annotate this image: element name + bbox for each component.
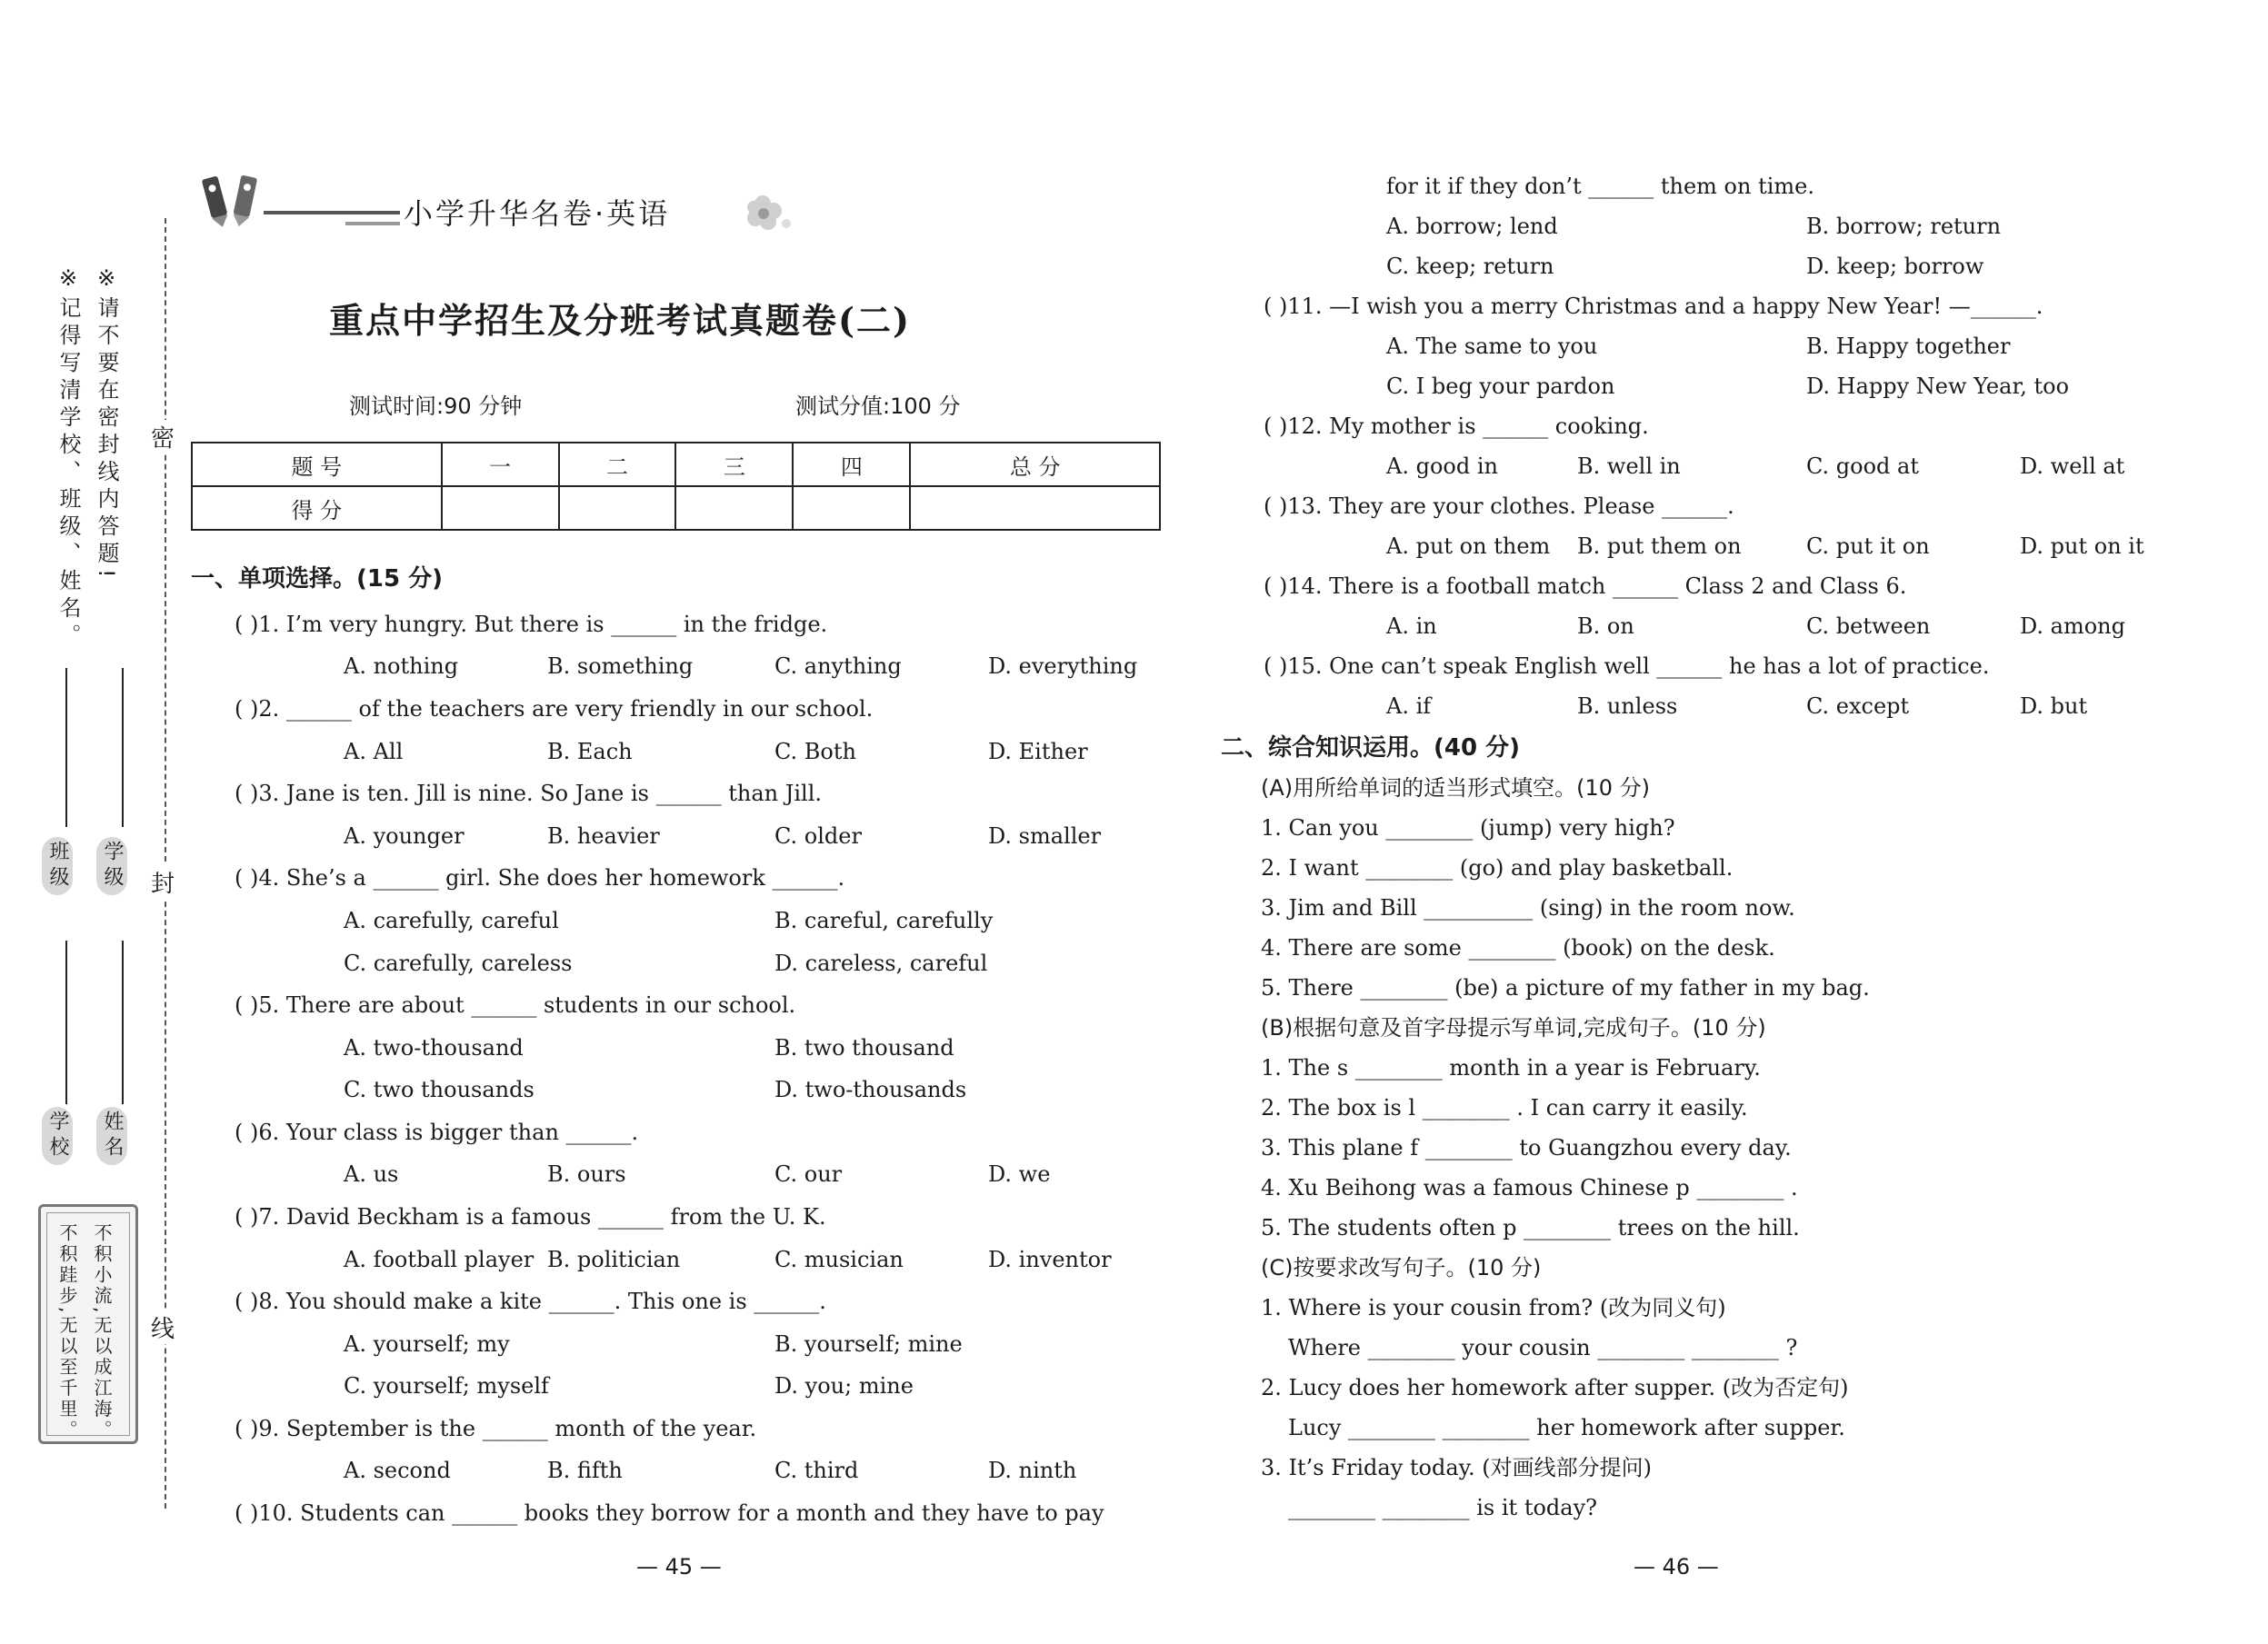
q10-opt-d: D. keep; borrow: [1806, 254, 1984, 279]
margin-notice-2: ※记得写清学校、班级、姓名。: [55, 265, 81, 651]
q4-opt-d: D. careless, careful: [774, 951, 988, 976]
q7-opt-d: D. inventor: [988, 1247, 1112, 1272]
score-th-2: 二: [559, 443, 676, 486]
partA-item-1: 1. Can you ________ (jump) very high?: [1261, 815, 1675, 841]
q4-opt-c: C. carefully, careless: [344, 951, 573, 976]
q11-opt-a: A. The same to you: [1386, 334, 1598, 359]
partC-item-1: 1. Where is your cousin from? (改为同义句): [1261, 1295, 1726, 1320]
header-series: 小学升华名卷·英语: [404, 196, 671, 231]
q1-opt-a: A. nothing: [344, 653, 459, 679]
q7-opt-a: A. football player: [344, 1247, 535, 1272]
q2-opt-c: C. Both: [774, 739, 856, 764]
partA-item-4: 4. There are some ________ (book) on the desk.: [1261, 935, 1775, 961]
q6-opt-b: B. ours: [547, 1161, 626, 1187]
q2-opt-d: D. Either: [988, 739, 1088, 764]
margin-line-3: [122, 941, 124, 1104]
q14-stem: ( )14. There is a football match ______ Class 2 and Class 6.: [1264, 573, 1907, 599]
q12-opt-d: D. well at: [2020, 453, 2125, 479]
section1-heading: 一、单项选择。(15 分): [191, 565, 443, 593]
q15-opt-c: C. except: [1806, 693, 1910, 719]
margin-label-school: 学校: [42, 1107, 73, 1165]
q6-stem: ( )6. Your class is bigger than ______.: [235, 1120, 639, 1145]
q13-opt-b: B. put them on: [1577, 533, 1742, 559]
q9-opt-b: B. fifth: [547, 1458, 623, 1483]
q13-opt-a: A. put on them: [1386, 533, 1551, 559]
partC-answer-1: Where ________ your cousin ________ ________ ?: [1288, 1335, 1798, 1360]
q12-opt-b: B. well in: [1577, 453, 1681, 479]
q6-opt-c: C. our: [774, 1161, 843, 1187]
partB-item-3: 3. This plane f ________ to Guangzhou every day.: [1261, 1135, 1792, 1161]
q2-stem: ( )2. ______ of the teachers are very friendly in our school.: [235, 696, 874, 722]
score-table: [191, 442, 1161, 531]
seal-char-mi: 密: [151, 420, 175, 453]
score-cell[interactable]: [910, 486, 1160, 530]
q9-opt-c: C. third: [774, 1458, 859, 1483]
q14-opt-b: B. on: [1577, 613, 1634, 639]
partB-heading: (B)根据句意及首字母提示写单词,完成句子。(10 分): [1261, 1015, 1766, 1041]
q15-opt-a: A. if: [1386, 693, 1432, 719]
q5-opt-a: A. two-thousand: [344, 1035, 524, 1061]
q8-opt-b: B. yourself; mine: [774, 1331, 963, 1357]
q10-opt-b: B. borrow; return: [1806, 214, 2002, 239]
section2-heading: 二、综合知识运用。(40 分): [1221, 734, 1520, 762]
q14-opt-c: C. between: [1806, 613, 1931, 639]
score-row-label: 得 分: [192, 486, 442, 530]
q3-opt-d: D. smaller: [988, 823, 1102, 849]
q7-opt-c: C. musician: [774, 1247, 904, 1272]
q3-opt-a: A. younger: [344, 823, 465, 849]
q8-opt-c: C. yourself; myself: [344, 1373, 549, 1399]
q5-opt-c: C. two thousands: [344, 1077, 535, 1102]
q10-opt-c: C. keep; return: [1386, 254, 1554, 279]
q3-opt-b: B. heavier: [547, 823, 660, 849]
q15-opt-b: B. unless: [1577, 693, 1678, 719]
partA-heading: (A)用所给单词的适当形式填空。(10 分): [1261, 775, 1651, 801]
q13-stem: ( )13. They are your clothes. Please ______.: [1264, 493, 1734, 519]
partA-item-3: 3. Jim and Bill __________ (sing) in the room now.: [1261, 895, 1795, 921]
score-th-total: 总 分: [910, 443, 1160, 486]
seal-char-xian: 线: [151, 1310, 175, 1344]
partA-item-2: 2. I want ________ (go) and play basketball.: [1261, 855, 1733, 881]
q15-opt-d: D. but: [2020, 693, 2088, 719]
q7-stem: ( )7. David Beckham is a famous ______ from the U. K.: [235, 1204, 826, 1230]
test-score: 测试分值:100 分: [795, 394, 961, 419]
score-cell[interactable]: [793, 486, 910, 530]
margin-line-1: [122, 668, 124, 827]
score-th-3: 三: [675, 443, 793, 486]
q12-opt-a: A. good in: [1386, 453, 1498, 479]
partB-item-5: 5. The students often p ________ trees on the hill.: [1261, 1215, 1800, 1240]
score-table-header-row: [192, 443, 1160, 486]
score-cell[interactable]: [559, 486, 676, 530]
q2-opt-b: B. Each: [547, 739, 633, 764]
header-rule-1: [264, 211, 400, 214]
q9-opt-d: D. ninth: [988, 1458, 1077, 1483]
q10-opt-a: A. borrow; lend: [1386, 214, 1558, 239]
q11-stem: ( )11. —I wish you a merry Christmas and a happy New Year! —______.: [1264, 294, 2043, 319]
seal-char-feng: 封: [151, 865, 175, 899]
q4-stem: ( )4. She’s a ______ girl. She does her homework ______.: [235, 865, 845, 891]
q5-opt-d: D. two-thousands: [774, 1077, 967, 1102]
margin-line-4: [65, 941, 67, 1104]
partB-item-1: 1. The s ________ month in a year is February.: [1261, 1055, 1761, 1081]
partC-answer-3: ________ ________ is it today?: [1288, 1495, 1598, 1520]
margin-label-class: 班级: [42, 837, 73, 895]
q11-opt-d: D. Happy New Year, too: [1806, 374, 2070, 399]
margin-line-2: [65, 668, 67, 827]
q14-opt-a: A. in: [1386, 613, 1437, 639]
margin-label-grade: 学级: [96, 837, 127, 895]
q3-opt-c: C. older: [774, 823, 862, 849]
q10-cont: for it if they don’t ______ them on time.: [1386, 174, 1814, 199]
motto-line-2: 不积跬步,无以至千里。: [56, 1223, 78, 1441]
q7-opt-b: B. politician: [547, 1247, 681, 1272]
test-time: 测试时间:90 分钟: [349, 394, 523, 419]
q6-opt-a: A. us: [344, 1161, 399, 1187]
motto-box: [38, 1204, 138, 1444]
margin-notice-1: ※请不要在密封线内答题!: [94, 265, 119, 583]
q8-stem: ( )8. You should make a kite ______. This one is ______.: [235, 1289, 826, 1314]
q15-stem: ( )15. One can’t speak English well ______ he has a lot of practice.: [1264, 653, 1990, 679]
q8-opt-d: D. you; mine: [774, 1373, 914, 1399]
exam-title: 重点中学招生及分班考试真题卷(二): [329, 300, 911, 341]
q11-opt-b: B. Happy together: [1806, 334, 2011, 359]
motto-line-1: 不积小流,无以成江海。: [91, 1223, 113, 1441]
score-cell[interactable]: [442, 486, 559, 530]
partC-item-3: 3. It’s Friday today. (对画线部分提问): [1261, 1455, 1653, 1480]
partB-item-4: 4. Xu Beihong was a famous Chinese p ________ .: [1261, 1175, 1798, 1201]
score-th-4: 四: [793, 443, 910, 486]
q9-stem: ( )9. September is the ______ month of the year.: [235, 1416, 757, 1441]
q1-opt-c: C. anything: [774, 653, 902, 679]
q13-opt-c: C. put it on: [1806, 533, 1930, 559]
score-table-score-row: [192, 486, 1160, 530]
header-rule-2: [345, 222, 400, 225]
q6-opt-d: D. we: [988, 1161, 1051, 1187]
q3-stem: ( )3. Jane is ten. Jill is nine. So Jane is ______ than Jill.: [235, 781, 822, 806]
q14-opt-d: D. among: [2020, 613, 2125, 639]
q4-opt-b: B. careful, carefully: [774, 908, 994, 933]
pencils-logo: [191, 173, 273, 227]
page-number-right: — 46 —: [1634, 1554, 1719, 1579]
partB-item-2: 2. The box is l ________ . I can carry it easily.: [1261, 1095, 1748, 1121]
score-th-1: 一: [442, 443, 559, 486]
q1-opt-d: D. everything: [988, 653, 1138, 679]
q12-stem: ( )12. My mother is ______ cooking.: [1264, 413, 1649, 439]
partC-item-2: 2. Lucy does her homework after supper. (改为否定句): [1261, 1375, 1849, 1400]
q2-opt-a: A. All: [344, 739, 404, 764]
score-th-label: 题 号: [192, 443, 442, 486]
flower-icon: [741, 191, 795, 234]
q13-opt-d: D. put on it: [2020, 533, 2144, 559]
q5-stem: ( )5. There are about ______ students in our school.: [235, 992, 796, 1018]
q8-opt-a: A. yourself; my: [344, 1331, 510, 1357]
q10-stem: ( )10. Students can ______ books they borrow for a month and they have to pay: [235, 1500, 1104, 1526]
partA-item-5: 5. There ________ (be) a picture of my father in my bag.: [1261, 975, 1870, 1001]
q4-opt-a: A. carefully, careful: [344, 908, 559, 933]
q11-opt-c: C. I beg your pardon: [1386, 374, 1615, 399]
q1-stem: ( )1. I’m very hungry. But there is ______ in the fridge.: [235, 612, 828, 637]
q5-opt-b: B. two thousand: [774, 1035, 954, 1061]
q12-opt-c: C. good at: [1806, 453, 1919, 479]
page-number-left: — 45 —: [636, 1554, 722, 1579]
q9-opt-a: A. second: [344, 1458, 451, 1483]
partC-heading: (C)按要求改写句子。(10 分): [1261, 1255, 1542, 1280]
margin-label-name: 姓名: [96, 1107, 127, 1165]
partC-answer-2: Lucy ________ ________ her homework after supper.: [1288, 1415, 1845, 1440]
q1-opt-b: B. something: [547, 653, 694, 679]
score-cell[interactable]: [675, 486, 793, 530]
